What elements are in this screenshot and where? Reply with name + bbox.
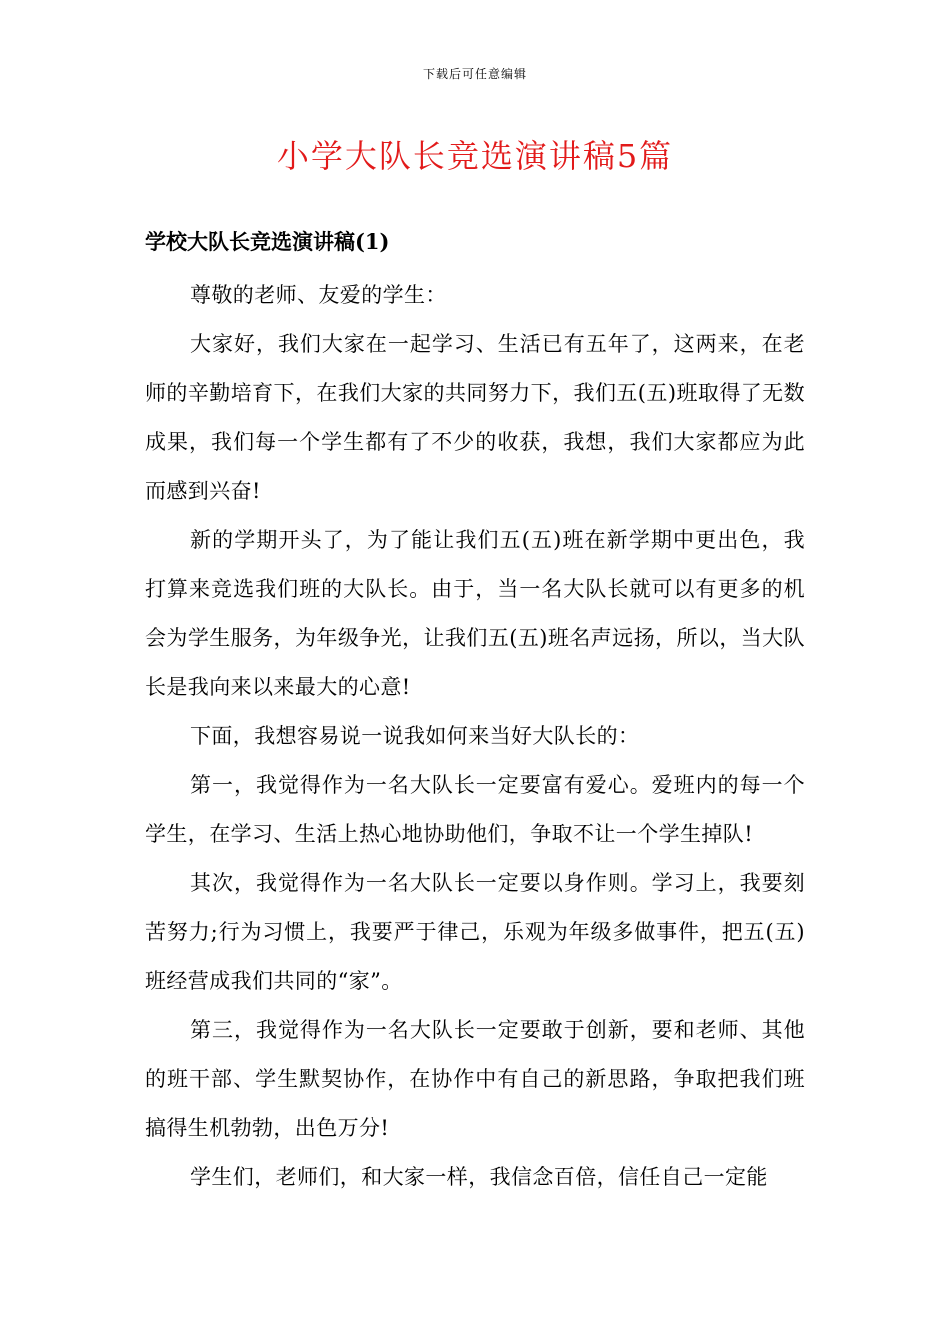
paragraph-motivation: 新的学期开头了，为了能让我们五(五)班在新学期中更出色，我打算来竞选我们班的大队长。由于，当一名大队长就可以有更多的机会为学生服务，为年级争光，让我们五(五)班名声远扬，所以，当大队长是我向来以来最大的心意! xyxy=(145,528,805,699)
header-note: 下载后可任意编辑 xyxy=(422,67,527,81)
paragraph-point-two: 其次，我觉得作为一名大队长一定要以身作则。学习上，我要刻苦努力;行为习惯上，我要严于律己，乐观为年级多做事件，把五(五)班经营成我们共同的“家”。 xyxy=(145,871,805,993)
paragraph-point-one: 第一，我觉得作为一名大队长一定要富有爱心。爱班内的每一个学生，在学习、生活上热心地协助他们，争取不让一个学生掉队! xyxy=(145,773,805,846)
document-body xyxy=(145,271,805,1202)
paragraph-closing: 学生们，老师们，和大家一样，我信念百倍，信任自己一定能 xyxy=(190,1165,768,1189)
section-title: 学校大队长竞选演讲稿(1) xyxy=(145,229,390,254)
paragraph-point-three: 第三，我觉得作为一名大队长一定要敢于创新，要和老师、其他的班干部、学生默契协作，在协作中有自己的新思路，争取把我们班搞得生机勃勃，出色万分! xyxy=(145,1018,805,1140)
paragraph-intro: 大家好，我们大家在一起学习、生活已有五年了，这两来，在老师的辛勤培育下，在我们大家的共同努力下，我们五(五)班取得了无数成果，我们每一个学生都有了不少的收获，我想，我们大家都应为此而感到兴奋! xyxy=(145,332,805,503)
paragraph-greeting: 尊敬的老师、友爱的学生： xyxy=(190,283,447,307)
paragraph-plan-intro: 下面，我想容易说一说我如何来当好大队长的： xyxy=(190,724,640,748)
document-title: 小学大队长竞选演讲稿5篇 xyxy=(276,137,674,175)
